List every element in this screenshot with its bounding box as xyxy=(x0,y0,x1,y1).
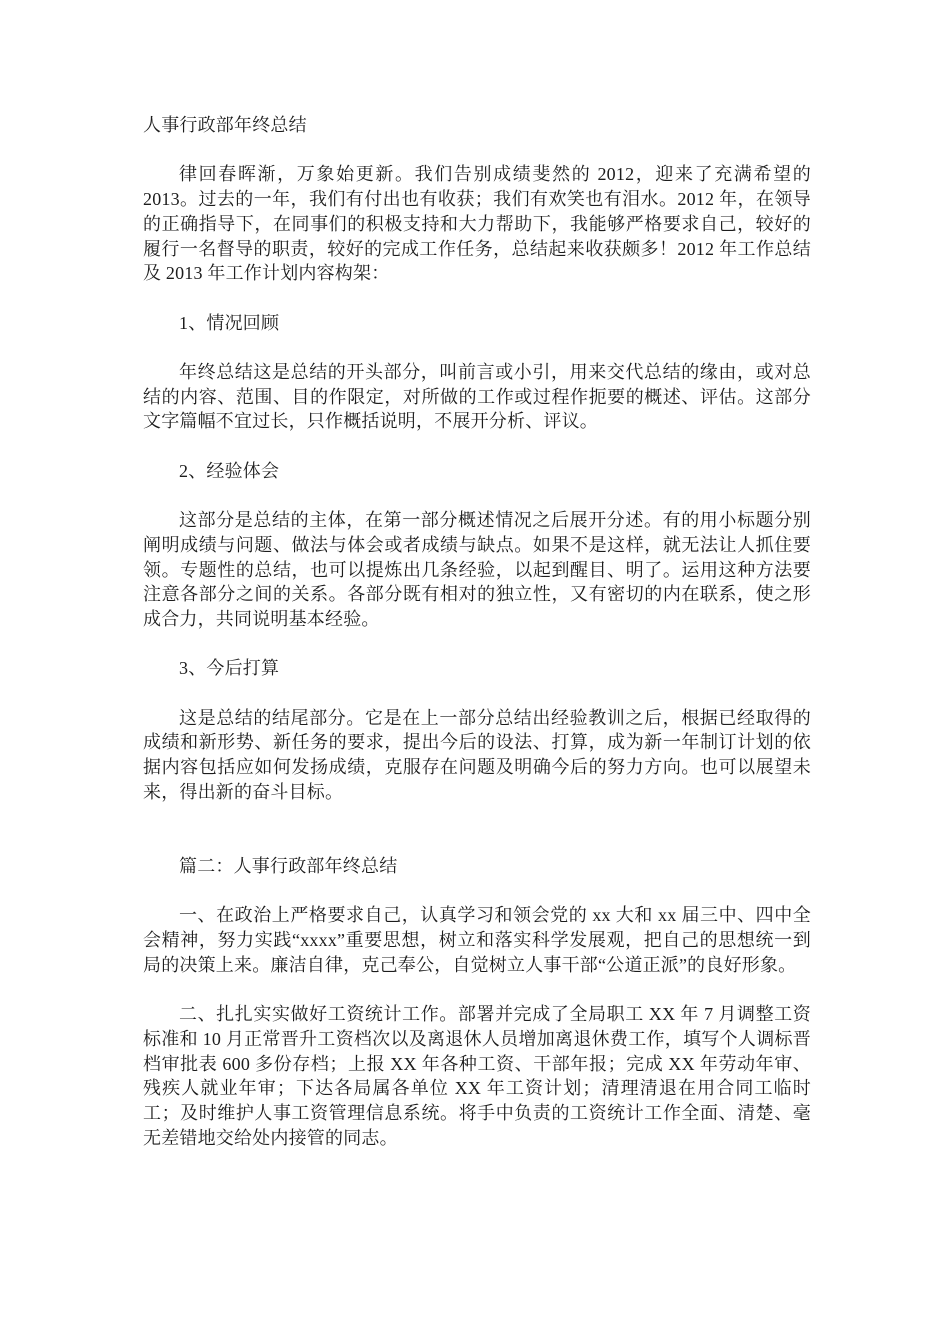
section-heading-1: 1、情况回顾 xyxy=(179,312,280,333)
section-heading-3: 3、今后打算 xyxy=(179,658,280,679)
part-2-paragraph-2: 二、扎扎实实做好工资统计工作。部署并完成了全局职工 XX 年 7 月调整工资标准和 10 月正常晋升工资档次以及离退休人员增加离退休费工作，填写个人调标晋档审批表 600 多份存档；上报 XX 年各种工资、干部年报；完成 XX 年劳动年审、残疾人就业年审；下达各局属各单位 XX 年工资计划；清理清退在用合同工临时工；及时维护人事工资管理信息系统。将手中负责的工资统计工作全面、清楚、毫无差错地交给处内接管的同志。 xyxy=(143,1004,811,1148)
document-content xyxy=(143,113,811,1150)
section-3-paragraph: 这是总结的结尾部分。它是在上一部分总结出经验教训之后，根据已经取得的成绩和新形势、新任务的要求，提出今后的设法、打算，成为新一年制订计划的依据内容包括应如何发扬成绩，克服存在问题及明确今后的努力方向。也可以展望未来，得出新的奋斗目标。 xyxy=(143,707,811,802)
section-heading-2: 2、经验体会 xyxy=(179,460,280,481)
part-2-heading: 篇二：人事行政部年终总结 xyxy=(179,855,398,876)
document-title: 人事行政部年终总结 xyxy=(143,115,307,135)
section-1-paragraph: 年终总结这是总结的开头部分，叫前言或小引，用来交代总结的缘由，或对总结的内容、范围、目的作限定，对所做的工作或过程作扼要的概述、评估。这部分文字篇幅不宜过长，只作概括说明，不展开分析、评议。 xyxy=(143,361,811,432)
section-2-paragraph: 这部分是总结的主体，在第一部分概述情况之后展开分述。有的用小标题分别阐明成绩与问题、做法与体会或者成绩与缺点。如果不是这样，就无法让人抓住要领。专题性的总结，也可以提炼出几条经验，以起到醒目、明了。运用这种方法要注意各部分之间的关系。各部分既有相对的独立性，又有密切的内在联系，使之形成合力，共同说明基本经验。 xyxy=(143,510,811,629)
intro-paragraph: 律回春晖渐，万象始更新。我们告别成绩斐然的 2012，迎来了充满希望的 2013。过去的一年，我们有付出也有收获；我们有欢笑也有泪水。2012 年，在领导的正确指导下，在同事们的积极支持和大力帮助下，我能够严格要求自己，较好的履行一名督导的职责，较好的完成工作任务，总结起来收获颇多！2012 年工作总结及 2013 年工作计划内容构架： xyxy=(143,164,811,284)
part-2-paragraph-1: 一、在政治上严格要求自己，认真学习和领会党的 xx 大和 xx 届三中、四中全会精神，努力实践“xxxx”重要思想，树立和落实科学发展观，把自己的思想统一到局的决策上来。廉洁自律，克己奉公，自觉树立人事干部“公道正派”的良好形象。 xyxy=(143,905,811,975)
